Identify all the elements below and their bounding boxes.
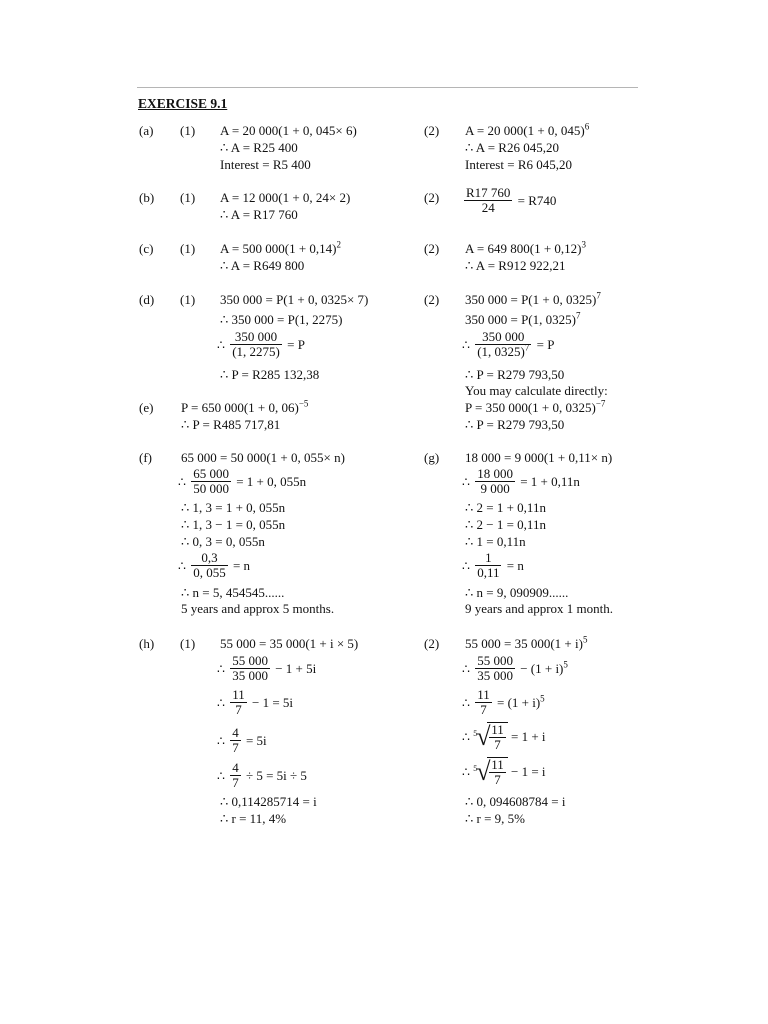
c1-line2: ∴ A = R649 800 [220, 258, 305, 273]
label-g: (g) [424, 450, 440, 465]
g1-line2: ∴ $\frac{18 000}{9 000}$ = 1 + 0,11n [462, 466, 580, 496]
g1-fraction: $\frac{18 000}{9 000}$ [477, 466, 513, 496]
label-h: (h) [139, 636, 155, 651]
d2-line2: 350 000 = P(1, 0325)$^7$ [465, 310, 581, 327]
e1-line2: ∴ P = R485 717,81 [181, 417, 281, 432]
g1-fraction2: $\frac{1}{0,11}$ [477, 550, 500, 580]
g1-line4: ∴ 2 − 1 = 0,11n [465, 517, 546, 532]
label-b1: (1) [180, 190, 196, 205]
a2-line2: ∴ A = R26 045,20 [465, 140, 559, 155]
d1-line3: ∴ $\frac{350 000}{(1, 2275)}$ = P [217, 329, 305, 359]
h2-fraction3: $\frac{11}{7}$ [491, 722, 504, 752]
label-d2: (2) [424, 292, 440, 307]
h2-line3: ∴ $\frac{11}{7}$ = $(1 + i)^5$ [462, 687, 545, 717]
f1-line3: ∴ 1, 3 = 1 + 0, 055n [181, 500, 286, 515]
b2-line1: $\frac{R17 760}{24}$ = R740 [466, 185, 557, 215]
fifth-root-sign: 5 √ $\frac{11}{7}$ [473, 722, 508, 752]
d1-line1: 350 000 = P(1 + 0, 0325× 7) [220, 292, 369, 307]
d2-fraction: $\frac{350 000}{(1, 0325)^7}$ [477, 329, 530, 359]
label-a1: (1) [180, 123, 196, 138]
label-h2: (2) [424, 636, 440, 651]
top-rule [137, 87, 638, 88]
label-f: (f) [139, 450, 152, 465]
c2-line2: ∴ A = R912 922,21 [465, 258, 566, 273]
f1-fraction2: $\frac{0,3}{0, 055}$ [193, 550, 226, 580]
h2-fraction4: $\frac{11}{7}$ [491, 757, 504, 787]
g1-line8: 9 years and approx 1 month. [465, 601, 614, 616]
d2-line5: You may calculate directly: [465, 383, 608, 398]
b1-line1: A = 12 000(1 + 0, 24× 2) [220, 190, 351, 205]
exercise-title: EXERCISE 9.1 [138, 96, 228, 111]
h1-fraction: $\frac{55 000}{35 000}$ [232, 653, 268, 683]
h1-line7: ∴ r = 11, 4% [220, 811, 287, 826]
g1-line1: 18 000 = 9 000(1 + 0,11× n) [465, 450, 613, 465]
g1-line5: ∴ 1 = 0,11n [465, 534, 526, 549]
h1-fraction2: $\frac{11}{7}$ [232, 687, 245, 717]
a2-line3: Interest = R6 045,20 [465, 157, 572, 172]
b2-fraction: $\frac{R17 760}{24}$ [466, 185, 511, 215]
label-a2: (2) [424, 123, 440, 138]
h1-fraction3: $\frac{4}{7}$ [232, 725, 239, 755]
label-b2: (2) [424, 190, 440, 205]
label-a: (a) [139, 123, 154, 138]
a1-line1: A = 20 000(1 + 0, 045× 6) [220, 123, 357, 138]
f1-line4: ∴ 1, 3 − 1 = 0, 055n [181, 517, 286, 532]
d2-line3: ∴ $\frac{350 000}{(1, 0325)^7}$ = P [462, 329, 555, 359]
d1-line2: ∴ 350 000 = P(1, 2275) [220, 312, 343, 327]
h2-line5: ∴ 5 √ $\frac{11}{7}$ − 1 = i [462, 757, 546, 787]
e1-line1: P = 650 000(1 + 0, 06)$^{-5}$ [181, 398, 309, 415]
d1-fraction: $\frac{350 000}{(1, 2275)}$ [232, 329, 280, 359]
h1-line4: ∴ $\frac{4}{7}$ = 5i [217, 725, 267, 755]
label-c2: (2) [424, 241, 440, 256]
label-h1: (1) [180, 636, 196, 651]
h1-line3: ∴ $\frac{11}{7}$ − 1 = 5i [217, 687, 294, 717]
f1-fraction: $\frac{65 000}{50 000}$ [193, 466, 229, 496]
h2-line1: 55 000 = 35 $000(1 + i)^5$ [465, 634, 588, 651]
c2-line1: A = 649 $800(1 + 0,12)^3$ [465, 239, 586, 256]
h2-line4: ∴ 5 √ $\frac{11}{7}$ = 1 + i [462, 722, 546, 752]
f1-line5: ∴ 0, 3 = 0, 055n [181, 534, 265, 549]
label-b: (b) [139, 190, 155, 205]
f1-line7: ∴ n = 5, 454545...... [181, 585, 285, 600]
b1-line2: ∴ A = R17 760 [220, 207, 298, 222]
f1-line6: ∴ $\frac{0,3}{0, 055}$ = n [178, 550, 251, 580]
label-c: (c) [139, 241, 154, 256]
d2-line6: P = 350 000(1 + 0, 0325)$^{-7}$ [465, 398, 606, 415]
h2-line6: ∴ 0, 094608784 = i [465, 794, 566, 809]
h1-line2: ∴ $\frac{55 000}{35 000}$ − 1 + 5i [217, 653, 317, 683]
label-d: (d) [139, 292, 155, 307]
a2-line1: A = 20 000(1 + 0, 045)$^6$ [465, 121, 590, 138]
d2-line1: 350 000 = P(1 + 0, 0325)$^7$ [465, 290, 601, 307]
label-c1: (1) [180, 241, 196, 256]
c1-line1: A = 500 $000(1 + 0,14)^2$ [220, 239, 341, 256]
d2-line4: ∴ P = R279 793,50 [465, 367, 565, 382]
a1-line3: Interest = R5 400 [220, 157, 311, 172]
g1-line7: ∴ n = 9, 090909...... [465, 585, 569, 600]
fifth-root-sign-2: 5 √ $\frac{11}{7}$ [473, 757, 508, 787]
h1-line1: 55 000 = 35 000(1 + i × 5) [220, 636, 359, 651]
a1-line2: ∴ A = R25 400 [220, 140, 298, 155]
f1-line8: 5 years and approx 5 months. [181, 601, 335, 616]
h1-line5: ∴ $\frac{4}{7}$ ÷ 5 = 5i ÷ 5 [217, 760, 307, 790]
label-d1: (1) [180, 292, 196, 307]
h2-fraction: $\frac{55 000}{35 000}$ [477, 653, 513, 683]
h1-line6: ∴ 0,114285714 = i [220, 794, 317, 809]
d1-line4: ∴ P = R285 132,38 [220, 367, 320, 382]
h1-fraction4: $\frac{4}{7}$ [232, 760, 239, 790]
h2-line2: ∴ $\frac{55 000}{35 000}$ − $(1 + i)^5$ [462, 653, 568, 683]
label-e: (e) [139, 400, 154, 415]
d2-line7: ∴ P = R279 793,50 [465, 417, 565, 432]
f1-line1: 65 000 = 50 000(1 + 0, 055× n) [181, 450, 345, 465]
h2-fraction2: $\frac{11}{7}$ [477, 687, 490, 717]
h2-line7: ∴ r = 9, 5% [465, 811, 526, 826]
f1-line2: ∴ $\frac{65 000}{50 000}$ = 1 + 0, 055n [178, 466, 307, 496]
g1-line6: ∴ $\frac{1}{0,11}$ = n [462, 550, 524, 580]
g1-line3: ∴ 2 = 1 + 0,11n [465, 500, 546, 515]
